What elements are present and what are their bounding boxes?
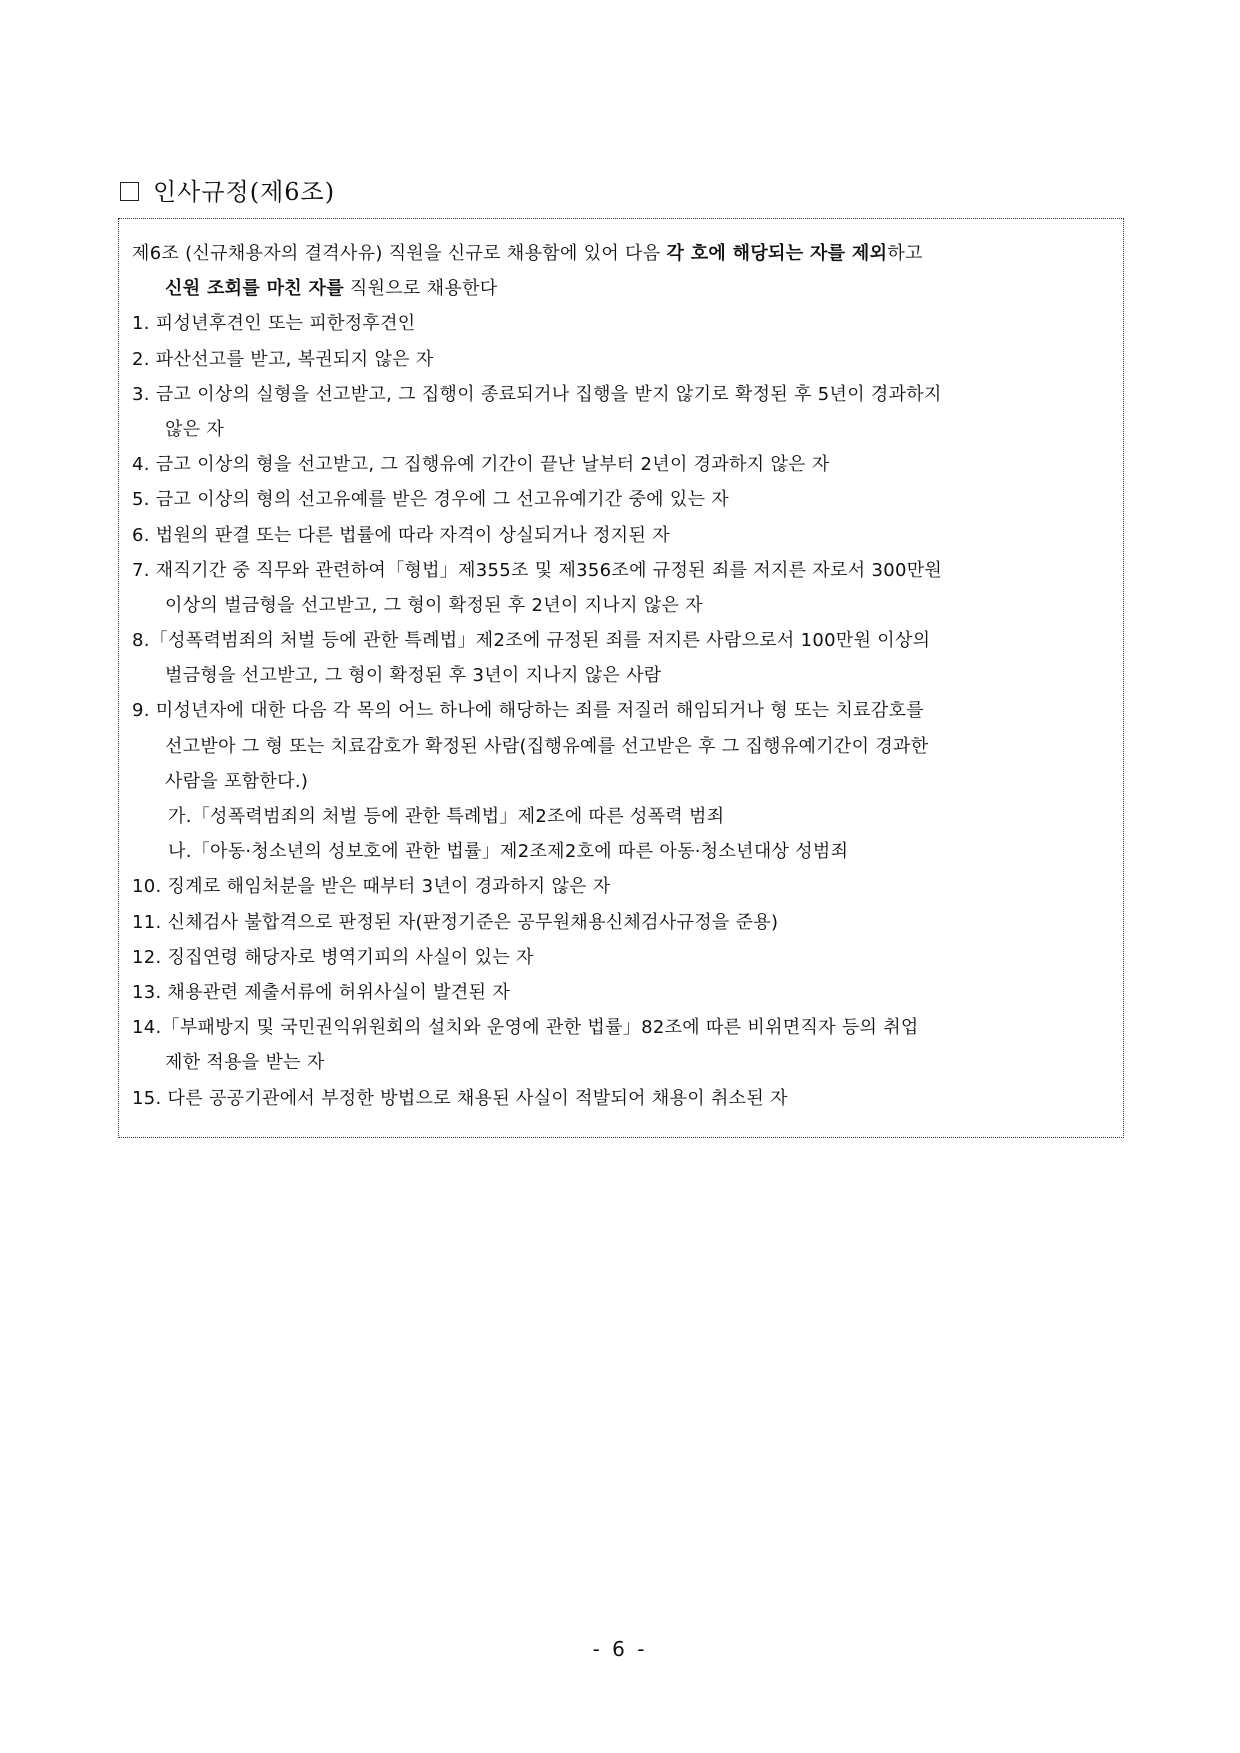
list-item: 8.「성폭력범죄의 처벌 등에 관한 특례법」제2조에 규정된 죄를 저지른 사람으로서 100만원 이상의 [132, 630, 931, 652]
section-heading [120, 172, 335, 207]
regulation-content [132, 236, 1118, 1116]
list-item: 4. 금고 이상의 형을 선고받고, 그 집행유예 기간이 끝난 날부터 2년이 경과하지 않은 자 [132, 454, 830, 476]
list-item-cont: 않은 자 [165, 418, 225, 440]
list-item-cont: 제한 적용을 받는 자 [165, 1052, 325, 1074]
article-emphasis-2: 신원 조회를 마친 자를 [165, 278, 344, 300]
section-title: 인사규정(제6조) [153, 178, 336, 206]
list-item: 7. 재직기간 중 직무와 관련하여「형법」제355조 및 제356조에 규정된 죄를 저지른 자로서 300만원 [132, 559, 943, 581]
list-item: 10. 징계로 해임처분을 받은 때부터 3년이 경과하지 않은 자 [132, 876, 611, 898]
article-intro [132, 236, 1118, 271]
list-item-cont: 이상의 벌금형을 선고받고, 그 형이 확정된 후 2년이 지나지 않은 자 [165, 594, 703, 616]
list-item-cont: 사람을 포함한다.) [165, 770, 309, 792]
list-item: 3. 금고 이상의 실형을 선고받고, 그 집행이 종료되거나 집행을 받지 않기로 확정된 후 5년이 경과하지 [132, 383, 942, 405]
list-item-cont: 벌금형을 선고받고, 그 형이 확정된 후 3년이 지나지 않은 사람 [165, 665, 662, 687]
list-item: 5. 금고 이상의 형의 선고유예를 받은 경우에 그 선고유예기간 중에 있는 자 [132, 489, 729, 511]
list-item: 1. 피성년후견인 또는 피한정후견인 [132, 313, 416, 335]
list-item: 14.「부패방지 및 국민권익위원회의 설치와 운영에 관한 법률」82조에 따른 비위면직자 등의 취업 [132, 1017, 919, 1039]
article-tail-1: 하고 [887, 243, 923, 264]
article-tail-2: 직원으로 채용한다 [343, 278, 498, 300]
list-item: 13. 채용관련 제출서류에 허위사실이 발견된 자 [132, 981, 511, 1003]
sub-item: 가.「성폭력범죄의 처벌 등에 관한 특례법」제2조에 따른 성폭력 범죄 [168, 806, 725, 827]
article-emphasis-1: 각 호에 해당되는 자를 제외 [666, 243, 888, 264]
list-item: 6. 법원의 판결 또는 다른 법률에 따라 자격이 상실되거나 정지된 자 [132, 524, 670, 546]
sub-item: 나.「아동·청소년의 성보호에 관한 법률」제2조제2호에 따른 아동·청소년대상 성범죄 [168, 841, 849, 863]
page-number: - 6 - [592, 1637, 648, 1661]
article-lead: 제6조 (신규채용자의 결격사유) 직원을 신규로 채용함에 있어 다음 [132, 243, 667, 264]
list-item: 2. 파산선고를 받고, 복권되지 않은 자 [132, 348, 434, 370]
list-item: 12. 징집연령 해당자로 병역기피의 사실이 있는 자 [132, 946, 534, 968]
list-item: 9. 미성년자에 대한 다음 각 목의 어느 하나에 해당하는 죄를 저질러 해임되거나 형 또는 치료감호를 [132, 700, 924, 722]
list-item-cont: 선고받아 그 형 또는 치료감호가 확정된 사람(집행유예를 선고받은 후 그 집행유예기간이 경과한 [165, 735, 929, 757]
list-item: 11. 신체검사 불합격으로 판정된 자(판정기준은 공무원채용신체검사규정을 준용) [132, 911, 779, 933]
list-item: 15. 다른 공공기관에서 부정한 방법으로 채용된 사실이 적발되어 채용이 취소된 자 [132, 1087, 788, 1109]
article-intro-cont [132, 271, 1118, 306]
checkbox-square-icon [120, 182, 139, 201]
